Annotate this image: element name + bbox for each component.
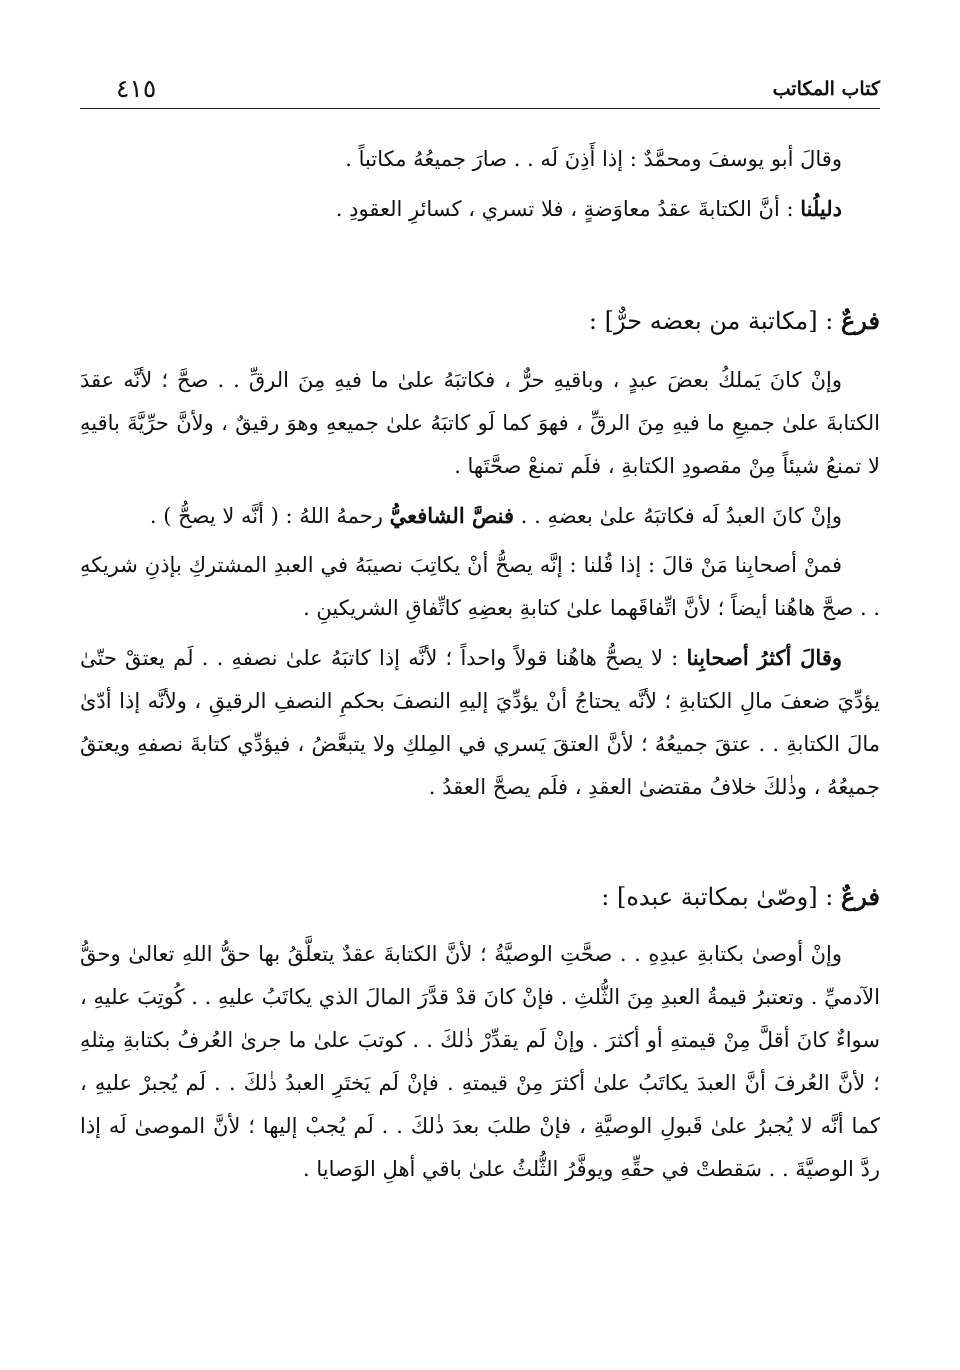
section-heading-1: فرعٌ : [مكاتبة من بعضه حرٌّ] :: [588, 306, 880, 335]
paragraph-4: وإنْ كانَ العبدُ لَه فكاتبَهُ علىٰ بعضهِ . . فنصَّ الشافعيُّ رحمهُ اللهُ : ( أنَّه لا يصحُّ ) .: [149, 503, 842, 528]
paragraph-5: فمنْ أصحابِنا مَنْ قالَ : إذا قُلنا : إنَّه يصحُّ أنْ يكاتِبَ نصيبَهُ في العبدِ المشتركِ بإذنِ شريكهِ . . صحَّ هاهُنا أيضاً ؛ لأنَّ اتِّفاقَهما علىٰ كتابةِ بعضِهِ كاتِّفاقِ الشريكينِ .: [80, 553, 880, 620]
running-title: كتاب المكاتب: [772, 78, 880, 100]
section-heading-2: فرعٌ : [وصّىٰ بمكاتبة عبده] :: [601, 882, 880, 911]
paragraph-6: وقالَ أكثرُ أصحابِنا : لا يصحُّ هاهُنا قولاً واحداً ؛ لأنَّه إذا كاتبَهُ علىٰ نصفهِ . . لَم يعتقْ حتّىٰ يؤدِّيَ ضعفَ مالِ الكتابةِ ؛ لأنَّه يحتاجُ أنْ يؤدِّيَ إليهِ النصفَ بحكمِ النصفِ الرقيقِ ، ولأنَّه إذا أدّىٰ مالَ الكتابةِ . . عتقَ جميعُهُ ؛ لأنَّ العتقَ يَسري في المِلكِ ولا يتبعَّضُ ، فيؤدِّي كتابةَ نصفهِ ويعتقُ جميعُهُ ، وذٰلكَ خلافُ مقتضىٰ العقدِ ، فلَم يصحَّ العقدُ .: [80, 645, 880, 799]
body-text: [80, 138, 880, 1191]
page-number: ٤١٥: [116, 74, 157, 103]
paragraph-3: وإنْ كانَ يَملكُ بعضَ عبدٍ ، وباقيهِ حرٌّ ، فكاتبَهُ علىٰ ما فيهِ مِنَ الرقِّ . . صحَّ ؛ لأنَّه عقدَ الكتابةَ علىٰ جميعِ ما فيهِ مِنَ الرقِّ ، فهوَ كما لَو كاتبَهُ علىٰ جميعهِ وهوَ رقيقٌ ، ولأنَّ حرِّيَّةَ باقيهِ لا تمنعُ شيئاً مِنْ مقصودِ الكتابةِ ، فلَم تمنعْ صحَّتَها .: [80, 368, 880, 478]
book-page: [80, 60, 880, 1340]
paragraph-2: دليلُنا : أنَّ الكتابةَ عقدُ معاوَضةٍ ، فلا تسري ، كسائرِ العقودِ .: [335, 196, 842, 221]
paragraph-1: وقالَ أبو يوسفَ ومحمَّدٌ : إذا أَذِنَ لَه . . صارَ جميعُهُ مكاتباً .: [345, 147, 842, 171]
page-header: [80, 76, 880, 109]
paragraph-7: وإنْ أوصىٰ بكتابةِ عبدِهِ . . صحَّتِ الوصيَّةُ ؛ لأنَّ الكتابةَ عقدٌ يتعلَّقُ بها حقُّ اللهِ تعالىٰ وحقُّ الآدميِّ . وتعتبرُ قيمةُ العبدِ مِنَ الثُّلثِ . فإنْ كانَ قدْ قدَّرَ المالَ الذي يكاتَبُ عليهِ . . كُوتِبَ عليهِ ، سواءٌ كانَ أقلَّ مِنْ قيمتهِ أو أكثرَ . وإنْ لَم يقدِّرْ ذٰلكَ . . كوتبَ علىٰ ما جرىٰ العُرفُ بكتابةِ مِثلهِ ؛ لأنَّ العُرفَ أنَّ العبدَ يكاتَبُ علىٰ أكثرَ مِنْ قيمتهِ . فإنْ لَم يَختَرِ العبدُ ذٰلكَ . . لَم يُجبرْ عليهِ ، كما أنَّه لا يُجبرُ علىٰ قَبولِ الوصيَّةِ ، فإنْ طلبَ بعدَ ذٰلكَ . . لَم يُجبْ إليها ؛ لأنَّ الموصىٰ لَه إذا ردَّ الوصيَّةَ . . سَقطتْ في حقِّهِ ويوفَّرُ الثُّلثُ علىٰ باقي أهلِ الوَصايا .: [80, 942, 880, 1181]
